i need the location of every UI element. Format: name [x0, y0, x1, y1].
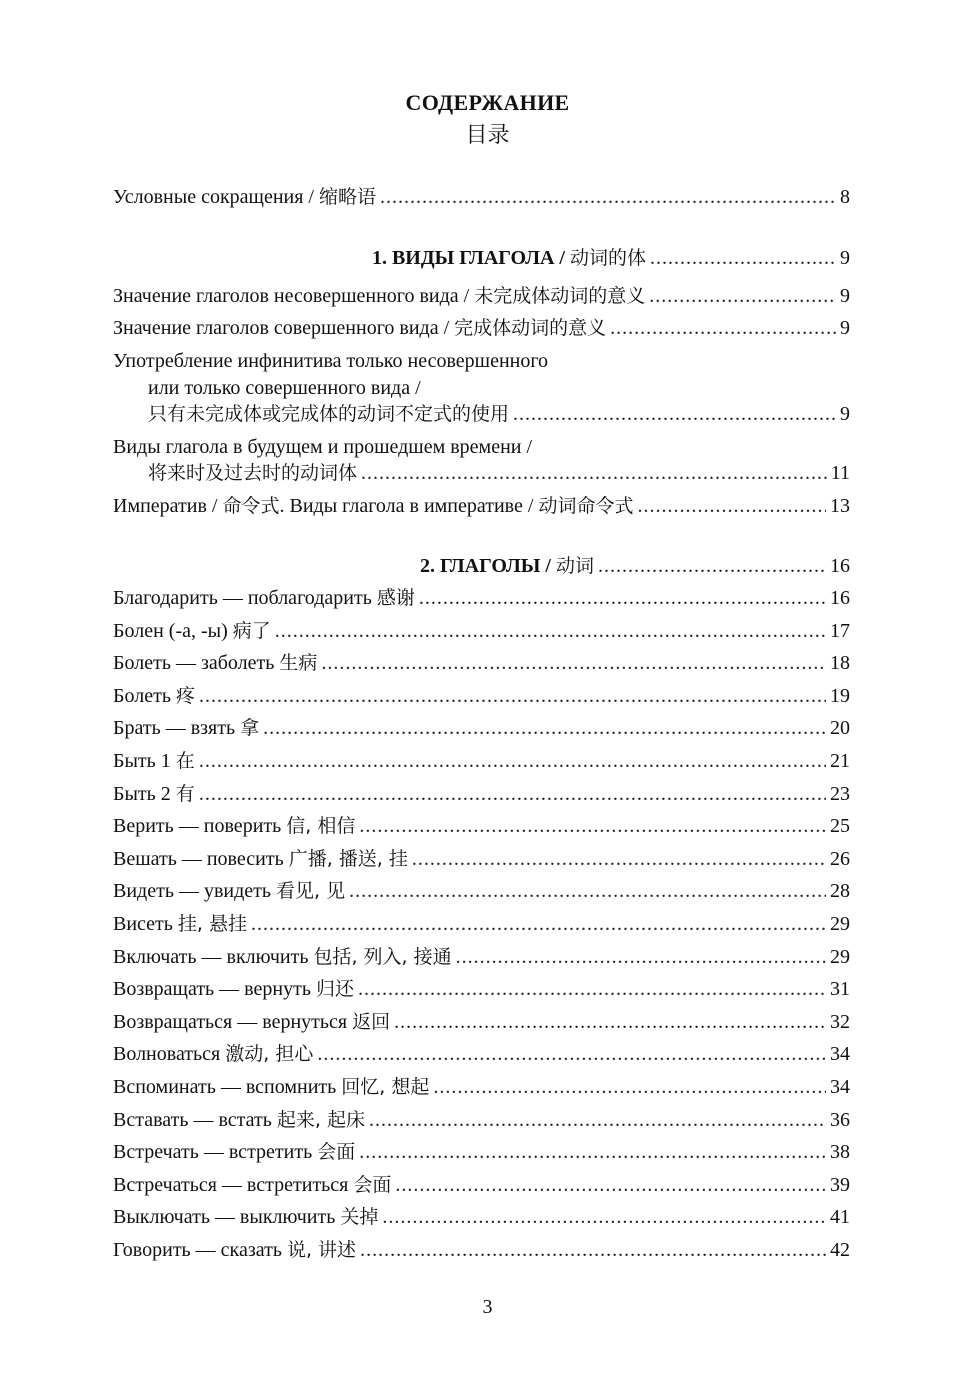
dot-leader: [359, 1139, 826, 1165]
toc-entry[interactable]: [113, 715, 850, 741]
entry-zh-text: 返回: [352, 1010, 391, 1033]
entry-page-number: 39: [830, 1173, 850, 1196]
entry-zh-text: 在: [175, 750, 195, 772]
entry-zh-text: 激动, 担心: [225, 1043, 314, 1066]
dot-leader: [433, 1074, 826, 1100]
entry-page-number: 21: [830, 750, 850, 772]
entry-zh-text: 起来, 起床: [276, 1108, 365, 1131]
entry-ru-text: Встречать — встретить: [113, 1141, 318, 1164]
entry-page-number: 41: [830, 1206, 850, 1229]
toc-entry[interactable]: [113, 1204, 850, 1230]
toc-entry[interactable]: [113, 1107, 850, 1133]
entry-page-number: 9: [840, 285, 850, 307]
entry-page-number: 42: [830, 1239, 850, 1261]
entry-ru-text: Значение глаголов несовершенного вида /: [113, 285, 475, 307]
dot-leader: [199, 748, 826, 774]
section-ru-text: 2. ГЛАГОЛЫ /: [420, 555, 556, 577]
entry-page-number: 29: [830, 913, 850, 935]
dot-leader: [649, 283, 836, 309]
entry-zh-text: 回忆, 想起: [341, 1076, 430, 1098]
toc-entry[interactable]: [113, 748, 850, 774]
dot-leader: [412, 846, 826, 872]
section-zh-text: 动词的体: [569, 247, 646, 269]
entry-ru-text: Императив /: [113, 495, 223, 517]
entry-page-number: 34: [830, 1076, 850, 1098]
dot-leader: [263, 715, 826, 741]
dot-leader: [199, 781, 826, 807]
entry-page-number: 16: [830, 587, 850, 609]
entry-zh-text: 生病: [279, 652, 318, 675]
entry-zh-text: 信, 相信: [286, 815, 356, 838]
entry-ru-text: Условные сокращения /: [113, 186, 319, 208]
toc-entry[interactable]: [113, 618, 850, 644]
entry-page-number: 31: [830, 978, 850, 1001]
entry-ru-text: Быть 2: [113, 782, 176, 805]
entry-zh-text: 感谢: [376, 587, 415, 609]
entry-page-number: 9: [840, 403, 850, 425]
dot-leader: [361, 460, 827, 486]
dot-leader: [317, 1041, 826, 1067]
entry-zh-text: 会面: [353, 1173, 392, 1196]
dot-leader: [369, 1107, 826, 1133]
toc-entry[interactable]: [148, 460, 850, 486]
entry-zh-text: 有: [175, 782, 195, 805]
dot-leader: [637, 493, 826, 519]
section-zh-text: 动词: [555, 555, 594, 577]
entry-page-number: 36: [830, 1108, 850, 1131]
entry-page-number: 11: [830, 462, 850, 484]
toc-section-2[interactable]: [113, 553, 850, 579]
toc-entry-line: или только совершенного вида /: [148, 377, 421, 399]
toc-entry[interactable]: [113, 315, 850, 341]
section-page-number: 9: [840, 247, 850, 269]
toc-entry[interactable]: [113, 650, 850, 676]
toc-entry-line: Употребление инфинитива только несовершенного: [113, 350, 549, 372]
entry-page-number: 29: [830, 945, 850, 968]
toc-entry[interactable]: [148, 401, 850, 427]
entry-zh-text: 挂, 悬挂: [177, 913, 247, 935]
entry-zh-text: 包括, 列入, 接通: [313, 945, 452, 968]
toc-entry-abbreviations[interactable]: [113, 184, 850, 210]
toc-entry[interactable]: [113, 1009, 850, 1035]
toc-entry[interactable]: [113, 976, 850, 1002]
entry-zh-text: 疼: [175, 684, 195, 707]
entry-ru-text: Встречаться — встретиться: [113, 1173, 354, 1196]
entry-zh-text: 关掉: [340, 1206, 379, 1229]
entry-ru-text: Быть 1: [113, 750, 176, 772]
dot-leader: [251, 911, 826, 937]
dot-leader: [359, 813, 826, 839]
dot-leader: [610, 315, 836, 341]
entry-zh-text: 动词命令式: [538, 495, 634, 517]
toc-entry[interactable]: [113, 878, 850, 904]
entry-ru-text: Возвращать — вернуть: [113, 978, 316, 1001]
entry-page-number: 28: [830, 880, 850, 903]
section-page-number: 16: [830, 555, 850, 577]
dot-leader: [275, 618, 826, 644]
entry-zh-text: 完成体动词的意义: [454, 317, 607, 339]
toc-entry[interactable]: [113, 1172, 850, 1198]
entry-ru-text: Болеть: [113, 684, 176, 707]
dot-leader: [456, 944, 826, 970]
toc-entry[interactable]: [113, 683, 850, 709]
entry-ru-text: Волноваться: [113, 1043, 226, 1066]
page-number: 3: [482, 1296, 493, 1318]
entry-page-number: 34: [830, 1043, 850, 1066]
entry-ru-text: Болен (-а, -ы): [113, 619, 233, 642]
entry-zh-text: 将来时及过去时的动词体: [148, 462, 358, 484]
toc-entry[interactable]: [113, 283, 850, 309]
toc-entry[interactable]: [113, 944, 850, 970]
entry-page-number: 23: [830, 782, 850, 805]
entry-ru-text: Вешать — повесить: [113, 847, 289, 870]
dot-leader: [321, 650, 826, 676]
entry-ru-text: Видеть — увидеть: [113, 880, 277, 903]
dot-leader: [598, 553, 826, 579]
entry-page-number: 18: [830, 652, 850, 675]
toc-entry[interactable]: [113, 781, 850, 807]
dot-leader: [360, 1237, 826, 1263]
dot-leader: [419, 585, 826, 611]
entry-page-number: 19: [830, 684, 850, 707]
entry-ru-text: Возвращаться — вернуться: [113, 1010, 353, 1033]
dot-leader: [650, 245, 836, 271]
entry-zh-text: 只有未完成体或完成体的动词不定式的使用: [148, 403, 510, 425]
entry-zh-text: 缩略语: [319, 186, 377, 208]
toc-entry[interactable]: [113, 911, 850, 937]
dot-leader: [358, 976, 826, 1002]
entry-ru-text: Вспоминать — вспомнить: [113, 1076, 342, 1098]
toc-entry[interactable]: [113, 585, 850, 611]
toc-section-1[interactable]: [113, 245, 850, 271]
entry-zh-text: 拿: [240, 717, 260, 740]
entry-zh-text: 命令式: [222, 495, 280, 517]
entry-ru-text: . Виды глагола в императиве /: [279, 495, 539, 517]
section-ru-text: 1. ВИДЫ ГЛАГОЛА /: [371, 247, 570, 269]
entry-ru-text: Брать — взять: [113, 717, 241, 740]
entry-ru-text: Значение глаголов совершенного вида /: [113, 317, 455, 339]
dot-leader: [382, 1204, 826, 1230]
entry-zh-text: 广播, 播送, 挂: [288, 847, 408, 870]
entry-zh-text: 会面: [317, 1141, 356, 1164]
entry-ru-text: Благодарить — поблагодарить: [113, 587, 377, 609]
entry-page-number: 38: [830, 1141, 850, 1164]
dot-leader: [394, 1009, 826, 1035]
entry-page-number: 8: [840, 186, 850, 208]
toc-entry[interactable]: [113, 1074, 850, 1100]
entry-page-number: 26: [830, 847, 850, 870]
toc-entry[interactable]: [113, 1139, 850, 1165]
entry-zh-text: 未完成体动词的意义: [474, 285, 646, 307]
dot-leader: [395, 1172, 826, 1198]
entry-ru-text: Выключать — выключить: [113, 1206, 341, 1229]
entry-page-number: 13: [830, 495, 850, 517]
entry-zh-text: 看见, 见: [276, 880, 346, 903]
contents-title: СОДЕРЖАНИЕ: [405, 90, 570, 115]
toc-entry[interactable]: [113, 1237, 850, 1263]
toc-entry-line: Виды глагола в будущем и прошедшем времени /: [113, 436, 533, 458]
dot-leader: [380, 184, 836, 210]
contents-title-chinese: 目录: [465, 123, 510, 148]
entry-zh-text: 归还: [315, 978, 354, 1001]
entry-page-number: 25: [830, 815, 850, 838]
entry-ru-text: Верить — поверить: [113, 815, 287, 838]
entry-zh-text: 说, 讲述: [286, 1239, 357, 1261]
entry-ru-text: Включать — включить: [113, 945, 314, 968]
toc-entry[interactable]: [113, 813, 850, 839]
entry-ru-text: Висеть: [113, 913, 178, 935]
entry-page-number: 32: [830, 1010, 850, 1033]
dot-leader: [199, 683, 826, 709]
entry-page-number: 17: [830, 619, 850, 642]
dot-leader: [513, 401, 836, 427]
toc-entry[interactable]: [113, 846, 850, 872]
dot-leader: [349, 878, 826, 904]
entry-ru-text: Вставать — встать: [113, 1108, 277, 1131]
toc-entry[interactable]: [113, 1041, 850, 1067]
entry-ru-text: Болеть — заболеть: [113, 652, 280, 675]
entry-ru-text: Говорить — сказать: [113, 1239, 287, 1261]
entry-page-number: 20: [830, 717, 850, 740]
entry-zh-text: 病了: [232, 619, 271, 642]
toc-entry-imperative[interactable]: [113, 493, 850, 519]
entry-page-number: 9: [840, 317, 850, 339]
